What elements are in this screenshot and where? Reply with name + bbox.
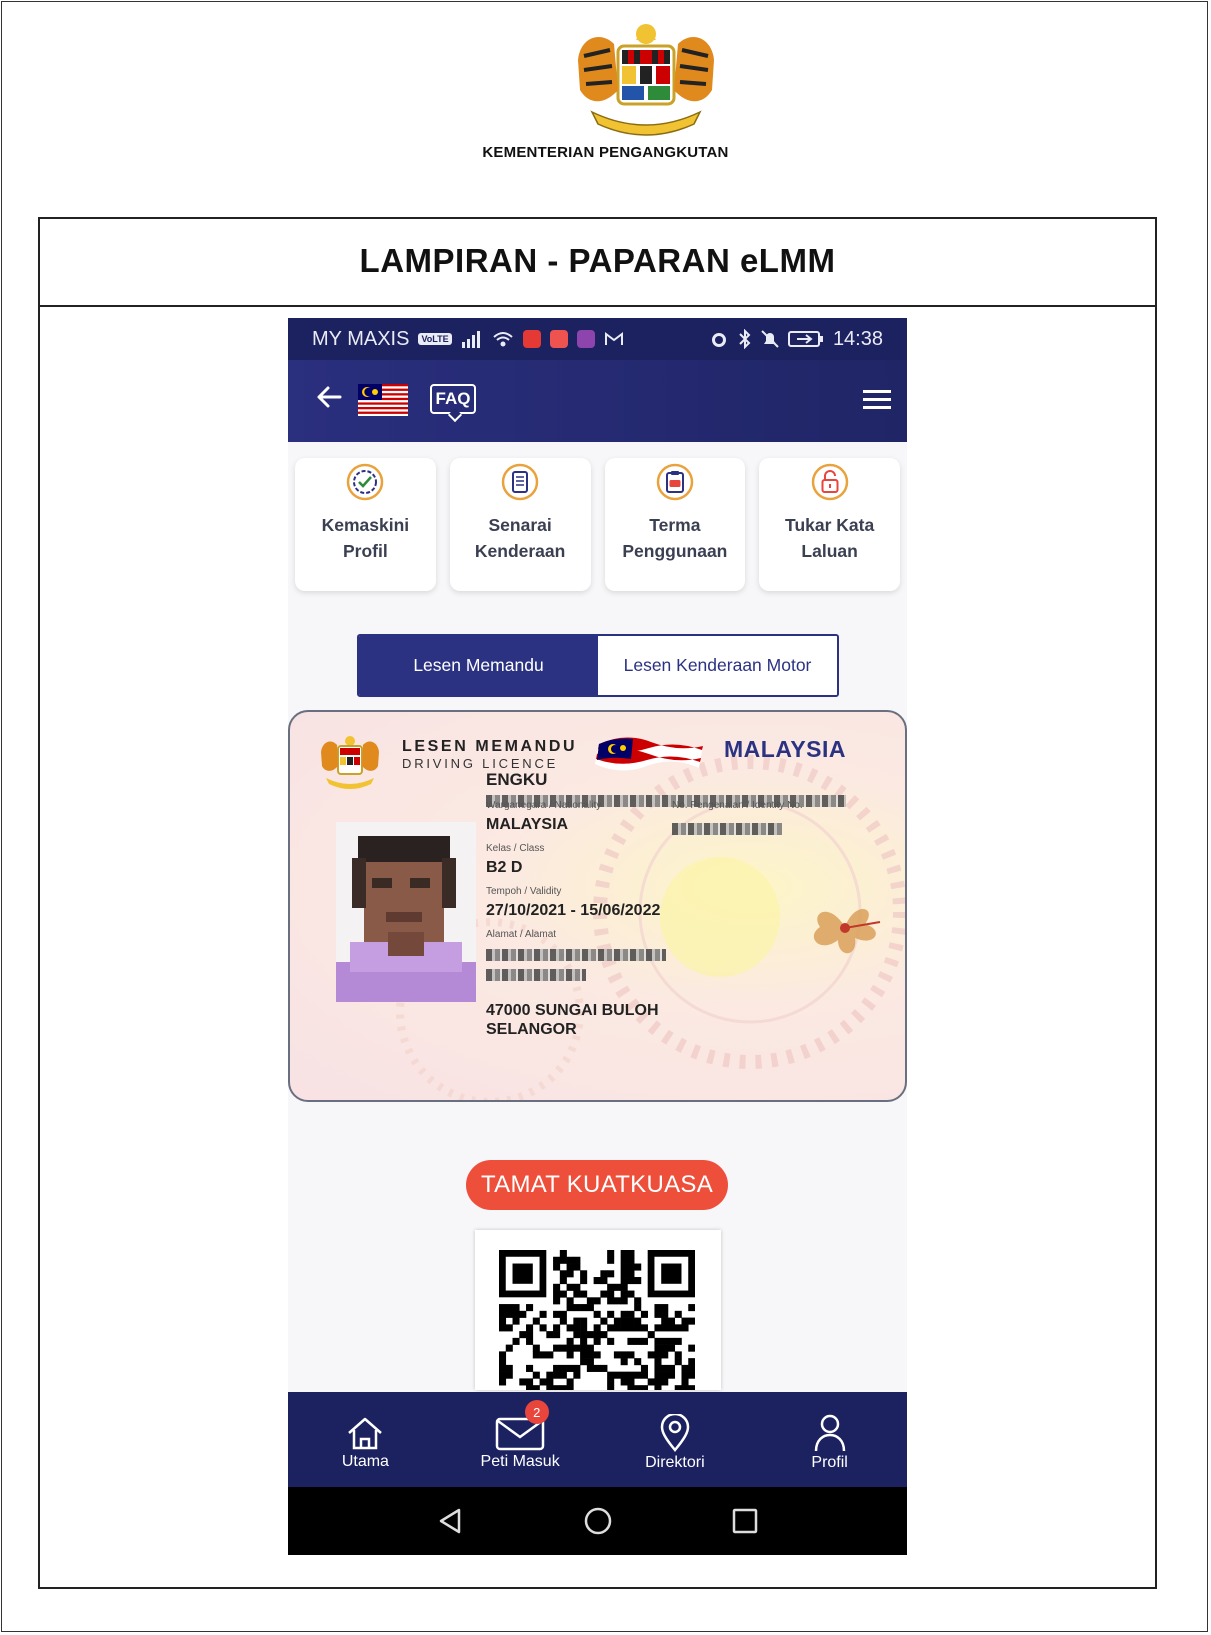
tile-label: Kemaskini	[321, 515, 410, 535]
faq-button[interactable]: FAQ	[430, 384, 476, 414]
nav-utama[interactable]	[288, 1392, 443, 1487]
nationality-label: Warganegara / Nationality	[486, 800, 602, 811]
carrier-name: MY MAXIS	[312, 327, 410, 350]
tile-label: Tukar Kata	[785, 515, 875, 535]
tile-terma-penggunaan[interactable]	[605, 458, 746, 591]
system-home-icon[interactable]	[583, 1506, 613, 1536]
quick-action-tiles	[295, 458, 900, 591]
android-navigation-bar	[288, 1487, 907, 1555]
expired-status-badge: TAMAT KUATKUASA	[466, 1160, 728, 1210]
nationality-value: MALAYSIA	[486, 816, 569, 833]
identity-value-redacted	[672, 820, 782, 838]
identity-label: No. Pengenalan / Identity No.	[672, 800, 803, 811]
battery-icon	[788, 330, 824, 348]
mute-bell-icon	[761, 329, 779, 349]
person-icon	[813, 1414, 847, 1452]
class-label: Kelas / Class	[486, 843, 545, 854]
hibiscus-flower-icon	[800, 892, 890, 962]
tile-tukar-kata-laluan[interactable]	[759, 458, 900, 591]
tile-label: Laluan	[801, 541, 858, 561]
tile-label: Kenderaan	[474, 541, 566, 561]
status-bar	[288, 318, 907, 360]
lock-icon	[810, 462, 850, 502]
driving-licence-card	[288, 710, 907, 1102]
volte-badge: VoLTE	[418, 333, 451, 345]
address-postcode-city: 47000 SUNGAI BULOH	[486, 1002, 659, 1019]
tab-lesen-memandu[interactable]: Lesen Memandu	[359, 636, 598, 695]
malaysia-coat-of-arms-icon	[570, 20, 722, 142]
validity-label: Tempoh / Validity	[486, 886, 562, 897]
address-line-redacted	[486, 946, 666, 964]
gmail-icon	[604, 331, 624, 347]
document-title: LAMPIRAN - PAPARAN eLMM	[38, 217, 1157, 307]
system-back-icon[interactable]	[437, 1507, 465, 1535]
check-badge-icon	[345, 462, 385, 502]
address-label: Alamat / Alamat	[486, 929, 557, 940]
tile-label: Terma	[649, 515, 701, 535]
tab-lesen-kenderaan-motor[interactable]: Lesen Kenderaan Motor	[598, 636, 837, 695]
phone-screenshot	[288, 318, 907, 1555]
tile-label: Profil	[343, 541, 388, 561]
ministry-name: KEMENTERIAN PENGANGKUTAN	[482, 144, 729, 161]
notification-app-icon	[550, 330, 568, 348]
tile-label: Penggunaan	[622, 541, 728, 561]
unread-count-badge: 2	[525, 1400, 549, 1424]
nav-label: Profil	[811, 1453, 848, 1471]
holder-name-visible: ENGKU	[486, 770, 548, 789]
system-recents-icon[interactable]	[732, 1508, 758, 1534]
bottom-navigation	[288, 1392, 907, 1487]
qr-code-image	[499, 1250, 695, 1390]
address-line-redacted	[486, 966, 586, 984]
app-bar	[288, 360, 907, 442]
licence-subtitle: DRIVING LICENCE	[402, 756, 559, 771]
class-value: B2 D	[486, 859, 523, 876]
signal-icon	[461, 330, 483, 348]
coat-of-arms-icon	[318, 734, 382, 790]
country-label: MALAYSIA	[724, 736, 846, 762]
malaysia-flag-icon[interactable]	[358, 384, 408, 416]
nav-label: Direktori	[645, 1453, 705, 1471]
location-pin-icon	[659, 1414, 691, 1452]
bluetooth-icon	[738, 329, 752, 349]
nav-peti-masuk[interactable]	[443, 1392, 598, 1487]
alarm-icon	[709, 329, 729, 349]
nav-direktori[interactable]	[598, 1392, 753, 1487]
nav-profil[interactable]	[752, 1392, 907, 1487]
back-arrow-icon[interactable]	[314, 382, 344, 412]
tile-label: Senarai	[488, 515, 552, 535]
holder-photo-pixelated	[336, 822, 476, 1002]
terms-clipboard-icon	[655, 462, 695, 502]
notification-app-icon	[523, 330, 541, 348]
validity-value: 27/10/2021 - 15/06/2022	[486, 902, 661, 919]
hamburger-menu-icon[interactable]	[863, 388, 891, 412]
tile-senarai-kenderaan[interactable]	[450, 458, 591, 591]
licence-title: LESEN MEMANDU	[402, 738, 578, 755]
license-type-toggle	[357, 634, 839, 697]
nav-label: Peti Masuk	[480, 1452, 560, 1470]
tile-kemaskini-profil[interactable]	[295, 458, 436, 591]
qr-code	[475, 1230, 721, 1390]
wifi-icon	[492, 330, 514, 348]
home-icon	[345, 1415, 385, 1451]
notification-app-icon	[577, 330, 595, 348]
list-document-icon	[500, 462, 540, 502]
address-state: SELANGOR	[486, 1021, 577, 1038]
waving-flag-icon	[595, 732, 705, 772]
clock-time: 14:38	[832, 327, 883, 350]
nav-label: Utama	[341, 1452, 389, 1470]
